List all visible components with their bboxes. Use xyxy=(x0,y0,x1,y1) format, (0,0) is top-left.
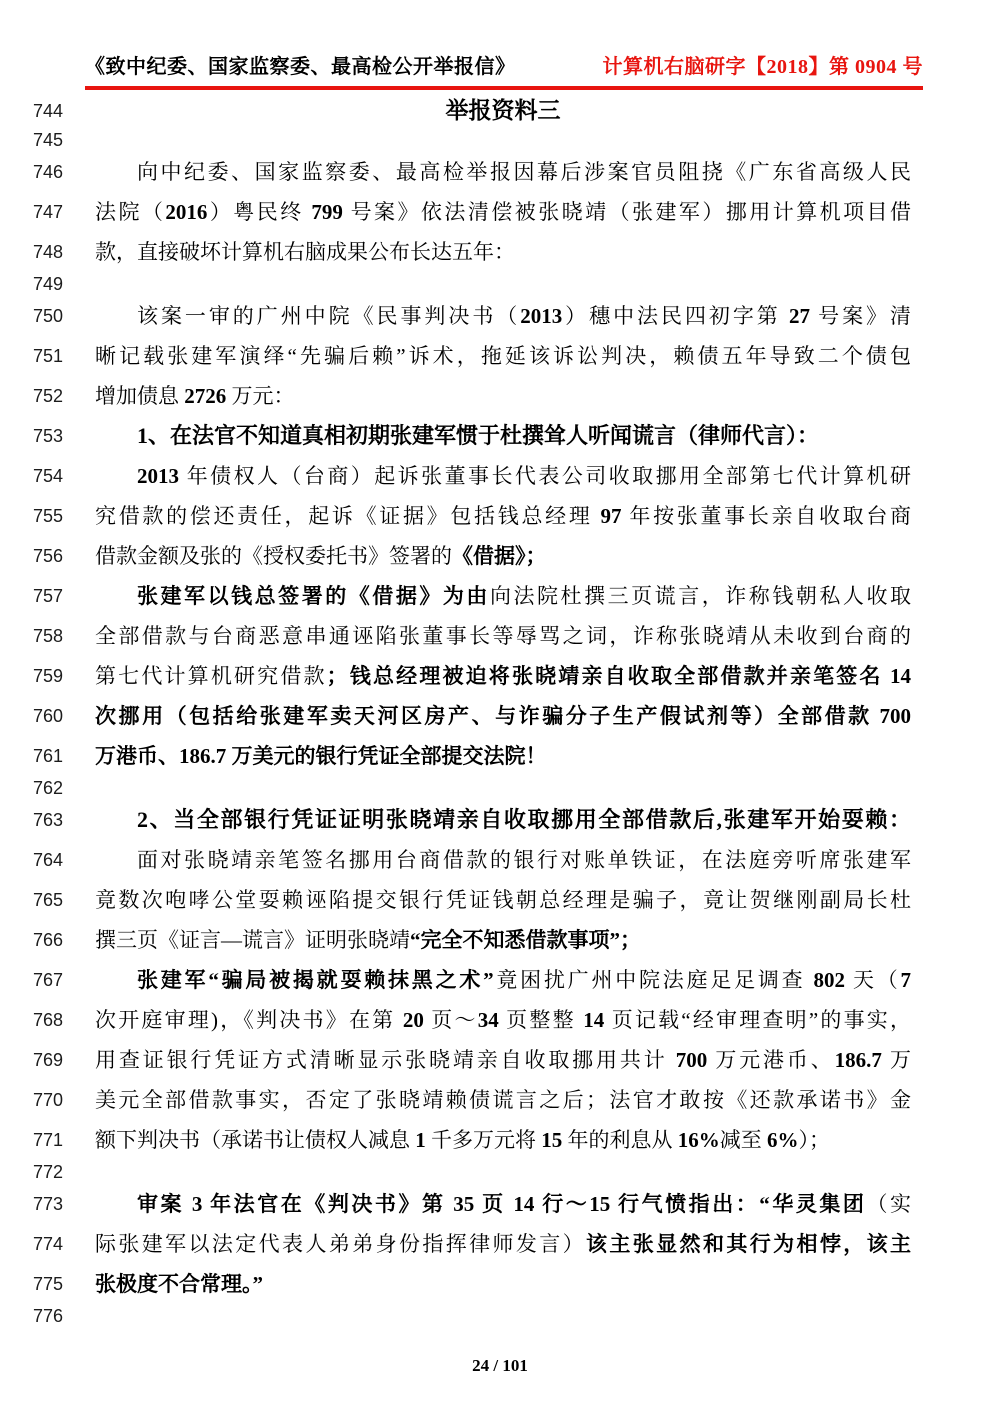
line-row-749 xyxy=(0,272,1000,296)
text-segment: 晰记载张建军演绎“先骗后赖”诉术，拖延该诉讼判决，赖债五年导致二个债包 xyxy=(95,344,911,368)
text-segment: 186.7 xyxy=(834,1048,882,1072)
line-number: 756 xyxy=(33,545,64,566)
line-text xyxy=(95,1224,911,1264)
line-text xyxy=(95,1000,911,1040)
line-row-745 xyxy=(0,128,1000,152)
line-text xyxy=(95,616,911,656)
line-number: 772 xyxy=(33,1161,64,1182)
text-segment: 20 xyxy=(402,1008,424,1032)
line-row-770 xyxy=(0,1080,1000,1120)
text-segment: 竟困扰广州中院法庭足足调查 xyxy=(493,968,814,992)
line-row-751 xyxy=(0,336,1000,376)
text-segment: ）穗中法民四初字第 xyxy=(562,304,789,328)
text-segment: （实 xyxy=(866,1192,911,1216)
line-number: 754 xyxy=(33,465,64,486)
line-number: 747 xyxy=(33,201,64,222)
line-row-755 xyxy=(0,496,1000,536)
text-segment: 减至 xyxy=(719,1128,767,1152)
line-row-750 xyxy=(0,296,1000,336)
text-segment: 97 xyxy=(600,504,622,528)
text-segment: 6% xyxy=(767,1128,799,1152)
line-number: 762 xyxy=(33,777,64,798)
text-segment: 14 xyxy=(583,1008,605,1032)
line-text xyxy=(95,576,911,616)
line-number: 765 xyxy=(33,889,64,910)
text-segment: 该主张显然和其行为相悖，该主 xyxy=(586,1232,911,1256)
header-reference-number: 计算机右脑研字【2018】第 0904 号 xyxy=(602,56,923,78)
line-number: 757 xyxy=(33,585,64,606)
line-row-759 xyxy=(0,656,1000,696)
line-text xyxy=(95,696,911,736)
line-number: 770 xyxy=(33,1089,64,1110)
text-segment: 页整整 xyxy=(498,1008,584,1032)
text-segment: 页记载“经审理查明”的事实， xyxy=(604,1008,911,1032)
line-number: 768 xyxy=(33,1009,64,1030)
line-number: 775 xyxy=(33,1273,64,1294)
text-segment: 第七代计算机研究借款 xyxy=(95,664,327,688)
line-number: 760 xyxy=(33,705,64,726)
line-number: 774 xyxy=(33,1233,64,1254)
line-number: 761 xyxy=(33,745,64,766)
text-segment: 2016 xyxy=(165,200,208,224)
line-row-756 xyxy=(0,536,1000,576)
text-segment: 号案》依法清偿被张晓靖（张建军）挪用计算机项目借 xyxy=(342,200,911,224)
text-segment: 7 xyxy=(900,968,911,992)
text-segment: 竟数次咆哮公堂耍赖诬陷提交银行凭证钱朝总经理是骗子，竟让贺继刚副局长杜 xyxy=(95,888,911,912)
text-segment: 法院（ xyxy=(95,200,166,224)
line-number: 773 xyxy=(33,1193,64,1214)
line-number: 759 xyxy=(33,665,64,686)
text-segment: 全部借款与台商恶意串通诬陷张董事长等辱骂之词，诈称张晓靖从未收到台商的 xyxy=(95,624,911,648)
text-segment: 究借款的偿还责任，起诉《证据》包括钱总经理 xyxy=(95,504,601,528)
text-segment: 万元： xyxy=(226,384,295,408)
text-segment: 799 xyxy=(311,200,343,224)
text-segment: 年债权人（台商）起诉张董事长代表公司收取挪用全部第七代计算机研 xyxy=(179,464,911,488)
line-row-753 xyxy=(0,416,1000,456)
line-text xyxy=(95,456,911,496)
text-segment: 号案》清 xyxy=(809,304,911,328)
text-segment: 款，直接破坏计算机右脑成果公布长达五年： xyxy=(95,240,515,264)
line-text xyxy=(95,496,911,536)
line-number: 745 xyxy=(33,129,64,150)
text-segment: 万元港币、 xyxy=(707,1048,835,1072)
line-row-762 xyxy=(0,776,1000,800)
line-number: 764 xyxy=(33,849,64,870)
text-segment: 面对张晓靖亲笔签名挪用台商借款的银行对账单铁证，在法庭旁听席张建军 xyxy=(137,848,911,872)
line-row-769 xyxy=(0,1040,1000,1080)
line-number: 753 xyxy=(33,425,64,446)
text-segment: 次开庭审理)，《判决书》在第 xyxy=(95,1008,403,1032)
text-segment: 2、当全部银行凭证证明张晓靖亲自收取挪用全部借款后,张建军开始耍赖： xyxy=(137,807,911,832)
line-text xyxy=(95,296,911,336)
text-segment: 增加债息 xyxy=(95,384,185,408)
text-segment: 年按张董事长亲自收取台商 xyxy=(621,504,911,528)
line-row-758 xyxy=(0,616,1000,656)
line-number: 771 xyxy=(33,1129,64,1150)
text-segment: 际张建军以法定代表人弟弟身份指挥律师发言） xyxy=(95,1232,587,1256)
text-segment: 美元全部借款事实，否定了张晓靖赖债谎言之后；法官才敢按《还款承诺书》金 xyxy=(95,1088,911,1112)
text-segment: 该案一审的广州中院《民事判决书（ xyxy=(137,304,521,328)
text-segment: 1、在法官不知道真相初期张建军惯于杜撰耸人听闻谎言（律师代言）： xyxy=(137,423,820,448)
line-number: 744 xyxy=(33,100,64,121)
line-text xyxy=(95,416,911,456)
line-text xyxy=(95,1040,911,1080)
text-segment: 撰三页《证言—谎言》证明张晓靖 xyxy=(95,928,410,952)
line-text xyxy=(95,800,911,840)
text-segment: 万港币、186.7 万美元的银行凭证全部提交法院！ xyxy=(95,744,547,768)
line-text xyxy=(95,1184,911,1224)
line-row-746 xyxy=(0,152,1000,192)
text-segment: 次挪用（包括给张建军卖天河区房产、与诈骗分子生产假试剂等）全部借款 700 xyxy=(95,704,911,728)
line-text xyxy=(95,1296,911,1336)
line-number: 750 xyxy=(33,305,64,326)
line-text xyxy=(95,920,911,960)
text-segment: ）； xyxy=(798,1128,830,1152)
text-segment: 张建军“骗局被揭就耍赖抹黑之术” xyxy=(137,968,494,992)
line-row-760 xyxy=(0,696,1000,736)
line-row-766 xyxy=(0,920,1000,960)
text-segment: 额下判决书（承诺书让债权人减息 xyxy=(95,1128,416,1152)
text-segment: 《借据》； xyxy=(452,544,547,568)
text-segment: “完全不知悉借款事项”； xyxy=(410,928,641,952)
line-number: 752 xyxy=(33,385,64,406)
line-number: 769 xyxy=(33,1049,64,1070)
line-row-757 xyxy=(0,576,1000,616)
line-number: 758 xyxy=(33,625,64,646)
text-segment: 16% xyxy=(677,1128,720,1152)
line-row-774 xyxy=(0,1224,1000,1264)
line-row-767 xyxy=(0,960,1000,1000)
line-text xyxy=(95,192,911,232)
line-row-765 xyxy=(0,880,1000,920)
line-number: 755 xyxy=(33,505,64,526)
text-segment: 审案 3 年法官在《判决书》第 35 页 14 行～15 行气愤指出：“华灵集团 xyxy=(137,1192,867,1216)
text-segment: ）粤民终 xyxy=(207,200,312,224)
text-segment: 万 xyxy=(881,1048,911,1072)
line-row-773 xyxy=(0,1184,1000,1224)
line-text xyxy=(95,656,911,696)
text-segment: 向中纪委、国家监察委、最高检举报因幕后涉案官员阻挠《广东省高级人民 xyxy=(137,160,911,184)
text-segment: 27 xyxy=(788,304,810,328)
line-row-752 xyxy=(0,376,1000,416)
text-segment: 34 xyxy=(477,1008,499,1032)
text-segment: 天（ xyxy=(844,968,901,992)
text-segment: 借款金额及张的《授权委托书》签署的 xyxy=(95,544,452,568)
line-number: 748 xyxy=(33,241,64,262)
text-segment: ；钱总经理被迫将张晓靖亲自收取全部借款并亲笔签名 14 xyxy=(326,664,911,688)
line-number: 767 xyxy=(33,969,64,990)
text-segment: 张建军以钱总签署的《借据》为由 xyxy=(137,584,490,608)
text-segment: 举报资料三 xyxy=(445,98,561,123)
line-number: 776 xyxy=(33,1305,64,1326)
line-row-747 xyxy=(0,192,1000,232)
line-text xyxy=(95,376,911,416)
text-segment: 2013 xyxy=(520,304,563,328)
text-segment: 1 xyxy=(415,1128,426,1152)
line-area xyxy=(0,94,1000,1328)
line-text xyxy=(95,840,911,880)
text-segment: 页～ xyxy=(423,1008,478,1032)
header-document-title: 《致中纪委、国家监察委、最高检公开举报信》 xyxy=(85,56,516,78)
text-segment: 张极度不合常理。” xyxy=(95,1272,263,1296)
line-number: 766 xyxy=(33,929,64,950)
text-segment: 用查证银行凭证方式清晰显示张晓靖亲自收取挪用共计 xyxy=(95,1048,676,1072)
line-text xyxy=(95,960,911,1000)
text-segment: 700 xyxy=(675,1048,708,1072)
text-segment: 年的利息从 xyxy=(562,1128,678,1152)
line-row-772 xyxy=(0,1160,1000,1184)
line-text xyxy=(95,336,911,376)
line-row-768 xyxy=(0,1000,1000,1040)
page-number-indicator: 24 / 101 xyxy=(472,1356,528,1375)
line-row-764 xyxy=(0,840,1000,880)
line-text xyxy=(95,152,911,192)
page-footer xyxy=(0,1356,1000,1376)
text-segment: 2726 xyxy=(184,384,227,408)
line-row-763 xyxy=(0,800,1000,840)
text-segment: 千多万元将 xyxy=(425,1128,542,1152)
line-text xyxy=(95,1080,911,1120)
text-segment: 802 xyxy=(813,968,845,992)
text-segment: 向法院杜撰三页谎言，诈称钱朝私人收取 xyxy=(489,584,911,608)
line-text xyxy=(95,880,911,920)
line-number: 746 xyxy=(33,161,64,182)
line-number: 749 xyxy=(33,273,64,294)
line-number: 751 xyxy=(33,345,64,366)
page-header xyxy=(85,50,923,90)
line-row-754 xyxy=(0,456,1000,496)
line-row-776 xyxy=(0,1304,1000,1328)
line-number: 763 xyxy=(33,809,64,830)
text-segment: 2013 xyxy=(137,464,179,488)
text-segment: 15 xyxy=(541,1128,563,1152)
line-text xyxy=(95,536,911,576)
